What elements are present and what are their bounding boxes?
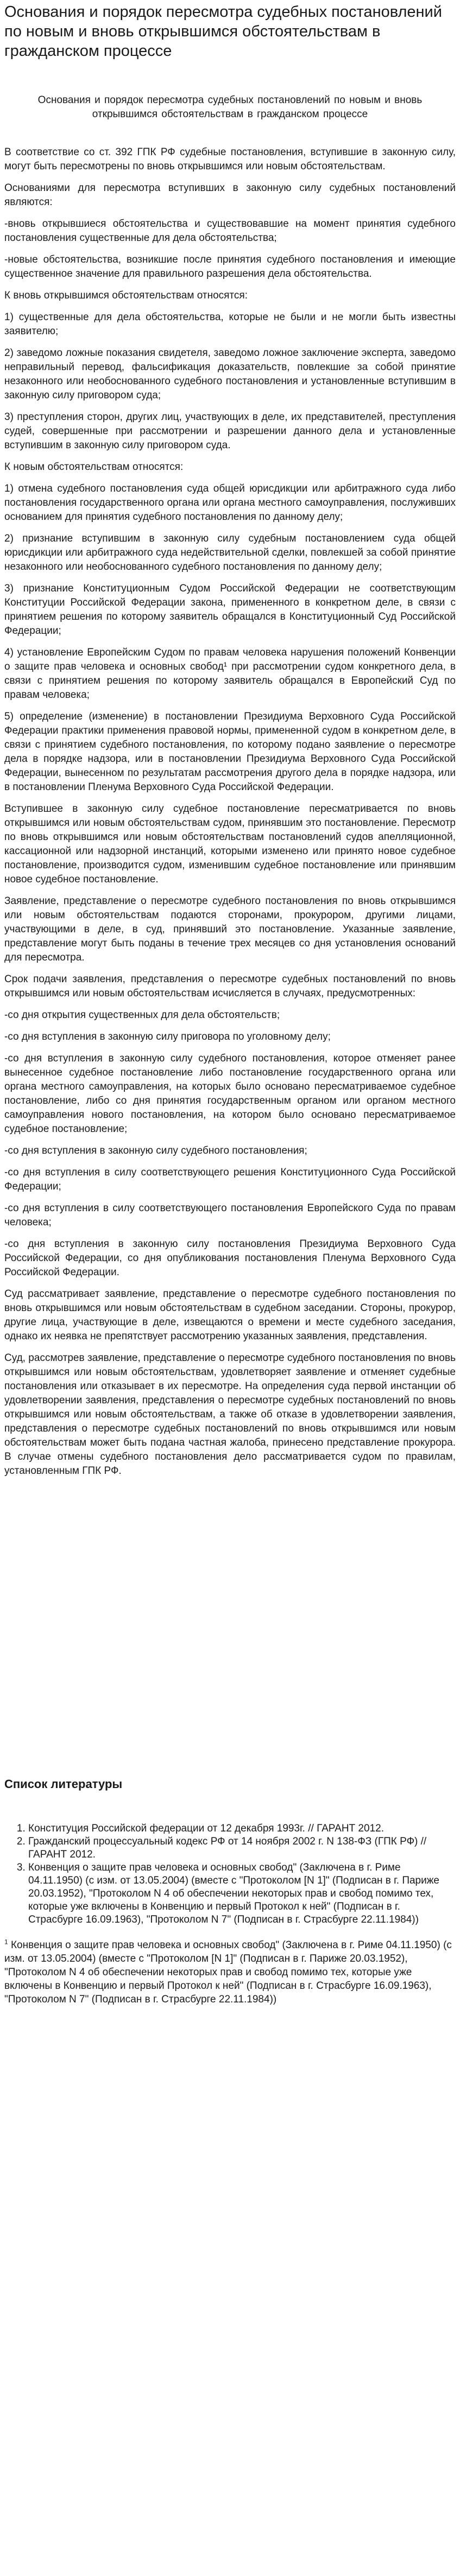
- body-paragraph: -со дня открытия существенных для дела обстоятельств;: [4, 1009, 280, 1021]
- blank-space: [4, 1486, 456, 1777]
- body-paragraph: -со дня вступления в законную силу приговора по уголовному делу;: [4, 1031, 331, 1042]
- body-paragraph: Заявление, представление о пересмотре судебного постановления по вновь открывшимся или новым обстоятельствам подаются сторонами, прокурором, другими лицами, участвующими в деле, в суд, принявший это постановление. Указанные заявление, представление могут быть поданы в течение трех месяцев со дня установления оснований для пересмотра.: [4, 895, 456, 963]
- body-paragraph: К вновь открывшимся обстоятельствам относятся:: [4, 290, 248, 301]
- body-paragraph: Суд рассматривает заявление, представление о пересмотре судебного постановления по вновь открывшимся или новым обстоятельствам в судебном заседании. Стороны, прокурор, другие лица, участвующие в деле, извещаются о времени и месте судебного заседания, однако их неявка не препятствует рассмотрению указанных заявления, представления.: [4, 1288, 456, 1342]
- body-paragraph: 2) заведомо ложные показания свидетеля, заведомо ложное заключение эксперта, заведомо неправильный перевод, фальсификация доказательств, повлекшие за собой принятие незаконного или необоснованного судебного постановления и установленные вступившим в законную силу приговором суда;: [4, 347, 456, 401]
- references-heading: Список литературы: [4, 1777, 123, 1791]
- body-paragraph: -со дня вступления в законную силу постановления Президиума Верховного Суда Российской Федерации, со дня опубликования постановления Пленума Верховного Суда Российской Федерации.: [4, 1238, 456, 1278]
- reference-item: 1. Конституция Российской федерации от 12 декабря 1993г. // ГАРАНТ 2012.: [28, 1822, 456, 1835]
- body-paragraph: 1) существенные для дела обстоятельства, которые не были и не могли быть известны заявителю;: [4, 311, 456, 337]
- body-paragraph: В соответствие со ст. 392 ГПК РФ судебные постановления, вступившие в законную силу, могут быть пересмотрены по вновь открывшимся или новым обстоятельствам.: [4, 147, 456, 172]
- body-paragraph: 3) признание Конституционным Судом Российской Федерации не соответствующим Конституции Российской Федерации закона, примененного в конкретном деле, в связи с принятием решения по которому заявитель обращался в Конституционный Суд Российской Федерации;: [4, 583, 456, 637]
- body-paragraph: 1) отмена судебного постановления суда общей юрисдикции или арбитражного суда либо постановления государственного органа или органа местного самоуправления, послуживших основанием для принятия судебного постановления по данному делу;: [4, 483, 456, 523]
- body-paragraph: -новые обстоятельства, возникшие после принятия судебного постановления и имеющие существенное значение для правильного разрешения дела обстоятельства.: [4, 254, 456, 279]
- footnote: [4, 1938, 456, 2006]
- body-paragraph: К новым обстоятельствам относятся:: [4, 461, 184, 473]
- reference-item: 3. Конвенция о защите прав человека и основных свобод" (Заключена в г. Риме 04.11.1950) (с изм. от 13.05.2004) (вместе с "Протоколом [N 1]" (Подписан в г. Париже 20.03.1952), "Протоколом N 4 об обеспечении некоторых прав и свобод помимо тех, которые уже включены в Конвенцию и первый Протокол к ней" (Подписан в г. Страсбурге 16.09.1963), "Протоколом N 7" (Подписан в г. Страсбурге 22.11.1984)): [28, 1861, 456, 1926]
- body-paragraph: -со дня вступления в силу соответствующего решения Конституционного Суда Российской Федерации;: [4, 1167, 456, 1192]
- page-title: Основания и порядок пересмотра судебных постановлений по новым и вновь открывшимся обстоятельствам в гражданском процессе: [4, 3, 442, 60]
- body-paragraph: Срок подачи заявления, представления о пересмотре судебных постановлений по вновь открывшимся или новым обстоятельствам исчисляется в случаях, предусмотренных:: [4, 974, 456, 999]
- document-subtitle: Основания и порядок пересмотра судебных постановлений по новым и вновь открывшимся обстоятельствам в гражданском процессе: [37, 94, 423, 120]
- footnote-text: Конвенция о защите прав человека и основных свобод" (Заключена в г. Риме 04.11.1950) (с изм. от 13.05.2004) (вместе с "Протоколом [N 1]" (Подписан в г. Париже 20.03.1952), "Протоколом N 4 об обеспечении некоторых прав и свобод помимо тех, которые уже включены в Конвенцию и первый Протокол к ней" (Подписан в г. Страсбурге 16.09.1963), "Протоколом N 7" (Подписан в г. Страсбурге 22.11.1984)): [4, 1939, 452, 2005]
- body-paragraph: -со дня вступления в законную силу судебного постановления;: [4, 1145, 307, 1156]
- body-paragraph: 3) преступления сторон, других лиц, участвующих в деле, их представителей, преступления судей, совершенные при рассмотрении и разрешении данного дела и установленные вступившим в законную силу приговором суда.: [4, 411, 456, 451]
- references-list: [4, 1822, 456, 1926]
- reference-item: 2. Гражданский процессуальный кодекс РФ от 14 ноября 2002 г. N 138-ФЗ (ГПК РФ) // ГАРАНТ 2012.: [28, 1835, 456, 1861]
- body-paragraph: -со дня вступления в законную силу судебного постановления, которое отменяет ранее вынесенное судебное постановление либо постановление государственного органа или органа местного самоуправления, на которых было основано пересматриваемое судебное постановление, либо со дня принятия государственным органом или органом местного самоуправления нового постановления, на котором было основано пересматриваемое судебное постановление;: [4, 1053, 456, 1135]
- body-paragraph: -со дня вступления в силу соответствующего постановления Европейского Суда по правам человека;: [4, 1203, 456, 1228]
- body-paragraph: Вступившее в законную силу судебное постановление пересматривается по вновь открывшимся или новым обстоятельствам судом, принявшим это постановление. Пересмотр по вновь открывшимся или новым обстоятельствам постановлений судов апелляционной, кассационной или надзорной инстанций, которыми изменено или принято новое судебное постановление, производится судом, изменившим судебное постановление или принявшим новое судебное постановление.: [4, 803, 456, 885]
- body-paragraph: -вновь открывшиеся обстоятельства и существовавшие на момент принятия судебного постановления существенные для дела обстоятельства;: [4, 218, 456, 244]
- body-paragraph: Суд, рассмотрев заявление, представление о пересмотре судебного постановления по вновь открывшимся или новым обстоятельствам, удовлетворяет заявление и отменяет судебные постановления или отказывает в их пересмотре. На определения суда первой инстанции об удовлетворении заявления, представления о пересмотре судебных постановлений по вновь открывшимся или новым обстоятельствам, а также об отказе в удовлетворении заявления, представления о пересмотре судебных постановлений по вновь открывшимся или новым обстоятельствам может быть подана частная жалоба, принесено представление прокурора. В случае отмены судебного постановления дело рассматривается судом по правилам, установленным ГПК РФ.: [4, 1352, 456, 1477]
- body-paragraph: 5) определение (изменение) в постановлении Президиума Верховного Суда Российской Федерации практики применения правовой нормы, примененной судом в конкретном деле, в связи с принятием судебного постановления, по которому подано заявление о пересмотре дела в порядке надзора, или в постановлении Президиума Верховного Суда Российской Федерации, вынесенном по результатам рассмотрения другого дела в порядке надзора, или в постановлении Пленума Верховного Суда Российской Федерации.: [4, 711, 456, 793]
- document-body: [4, 145, 456, 1478]
- footnote-marker: 1: [4, 1938, 8, 1946]
- body-paragraph: 2) признание вступившим в законную силу судебным постановлением суда общей юрисдикции или арбитражного суда недействительной сделки, повлекшей за собой принятие незаконного или необоснованного судебного постановления по данному делу;: [4, 533, 456, 573]
- body-paragraph: 4) установление Европейским Судом по правам человека нарушения положений Конвенции о защите прав человека и основных свобод¹ при рассмотрении судом конкретного дела, в связи с принятием решения по которому заявитель обращался в Европейский Суд по правам человека;: [4, 647, 456, 701]
- body-paragraph: Основаниями для пересмотра вступивших в законную силу судебных постановлений являются:: [4, 182, 456, 208]
